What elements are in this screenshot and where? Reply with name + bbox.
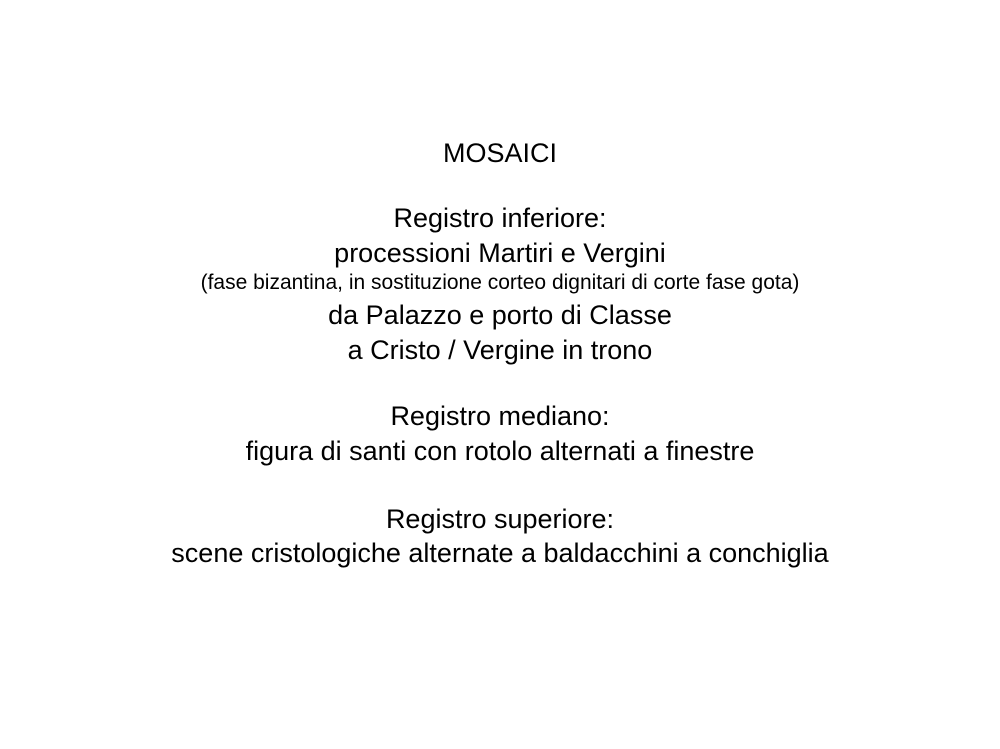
- slide-title: MOSAICI: [442, 138, 557, 168]
- middle-register-line-1: figura di santi con rotolo alternati a finestre: [245, 436, 755, 466]
- middle-register-heading: Registro mediano:: [390, 401, 610, 431]
- lower-register-note: (fase bizantina, in sostituzione corteo dignitari di corte fase gota): [200, 271, 800, 294]
- lower-register-line-2: da Palazzo e porto di Classe: [328, 300, 672, 330]
- upper-register-line-1: scene cristologiche alternate a baldacchini a conchiglia: [171, 538, 829, 568]
- lower-register-heading: Registro inferiore:: [393, 203, 607, 233]
- upper-register-heading: Registro superiore:: [385, 504, 615, 534]
- lower-register-line-3: a Cristo / Vergine in trono: [347, 335, 653, 365]
- lower-register-line-1: processioni Martiri e Vergini: [334, 238, 666, 268]
